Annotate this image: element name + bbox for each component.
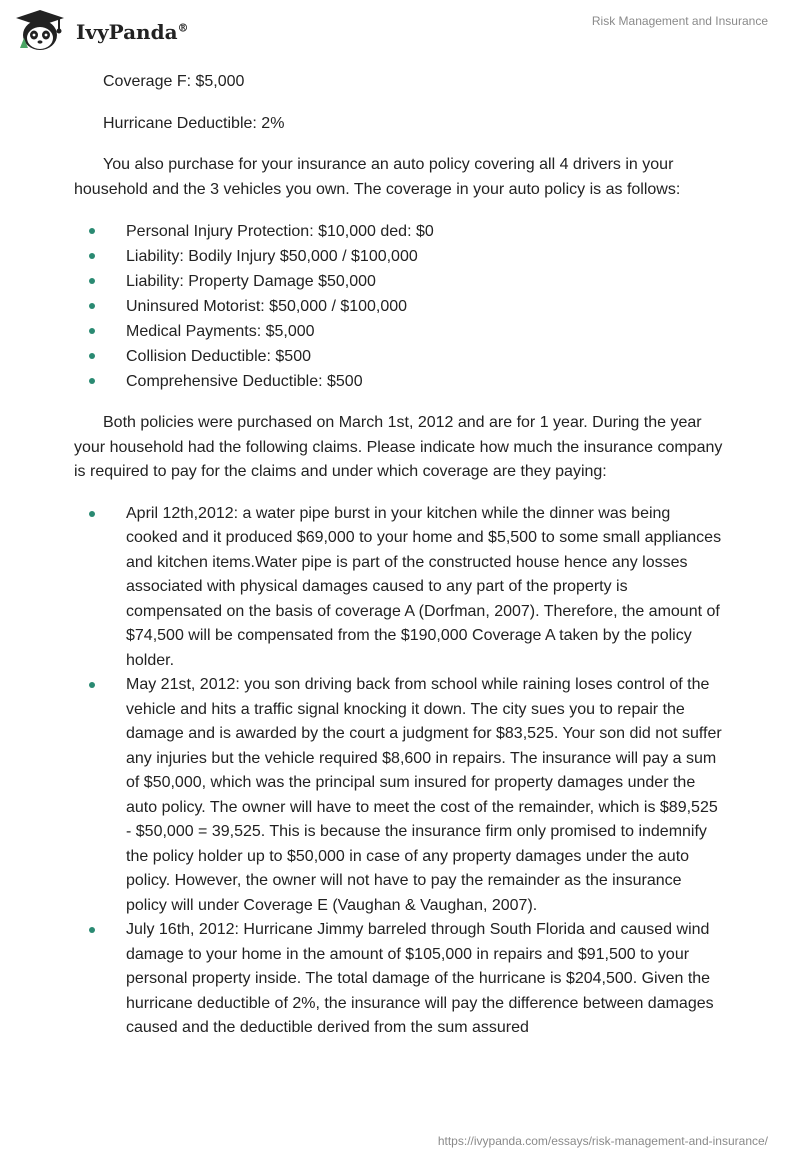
list-item: Uninsured Motorist: $50,000 / $100,000	[74, 294, 724, 319]
bullet-icon	[89, 303, 95, 309]
bullet-icon	[89, 927, 95, 933]
list-item: Comprehensive Deductible: $500	[74, 369, 724, 394]
panda-graduate-icon	[14, 8, 66, 52]
bullet-icon	[89, 511, 95, 517]
bullet-icon	[89, 278, 95, 284]
bullet-icon	[89, 378, 95, 384]
list-item: Collision Deductible: $500	[74, 344, 724, 369]
bullet-icon	[89, 228, 95, 234]
list-item: Medical Payments: $5,000	[74, 319, 724, 344]
hurricane-deductible-line: Hurricane Deductible: 2%	[103, 114, 285, 132]
list-item: Liability: Bodily Injury $50,000 / $100,000	[74, 244, 724, 269]
list-item: Liability: Property Damage $50,000	[74, 269, 724, 294]
coverage-f-line: Coverage F: $5,000	[103, 73, 245, 90]
list-item: May 21st, 2012: you son driving back from school while raining loses control of the vehicle and hits a traffic signal knocking it down. The city sues you to repair the damage and is awarded by the court a judgment for $83,525. Your son did not suffer any injuries but the vehicle required $8,600 in repairs. The insurance will pay a sum of $50,000, which was the principal sum insured for property damages under the auto policy. The owner will have to meet the cost of the remainder, which is $89,525 - $50,000 = 39,525. This is because the insurance firm only promised to indemnify the policy holder up to $50,000 in case of any property damages under the auto policy. However, the owner will not have to pay the remainder as the insurance policy will under Coverage E (Vaughan & Vaughan, 2007).	[74, 673, 724, 918]
bullet-icon	[89, 328, 95, 334]
ivypanda-logo[interactable]	[14, 8, 204, 54]
claims-list	[74, 502, 724, 1041]
bullet-icon	[89, 682, 95, 688]
page-header	[0, 0, 800, 60]
source-url[interactable]: https://ivypanda.com/essays/risk-management-and-insurance/	[437, 1134, 768, 1148]
brand-name: IvyPanda®	[76, 20, 189, 44]
bullet-icon	[89, 253, 95, 259]
bullet-icon	[89, 353, 95, 359]
auto-coverage-list	[74, 219, 724, 394]
list-item: Personal Injury Protection: $10,000 ded: $0	[74, 219, 724, 244]
claims-intro: Both policies were purchased on March 1st, 2012 and are for 1 year. During the year your household had the following claims. Please indicate how much the insurance company is required to pay for the claims and under which coverage are they paying:	[74, 414, 723, 480]
document-title: Risk Management and Insurance	[591, 14, 768, 28]
list-item: April 12th,2012: a water pipe burst in your kitchen while the dinner was being cooked and it produced $69,000 to your home and $5,500 to some small appliances and kitchen items.Water pipe is part of the constructed house hence any losses associated with physical damages caused to any part of the property is compensated on the basis of coverage A (Dorfman, 2007). Therefore, the amount of $74,500 will be compensated from the $190,000 Coverage A taken by the policy holder.	[74, 502, 724, 674]
list-item: July 16th, 2012: Hurricane Jimmy barreled through South Florida and caused wind damage to your home in the amount of $105,000 in repairs and $91,500 to your personal property inside. The total damage of the hurricane is $204,500. Given the hurricane deductible of 2%, the insurance will pay the difference between damages caused and the deductible derived from the sum assured	[74, 918, 724, 1041]
essay-body	[74, 70, 724, 1041]
auto-policy-intro: You also purchase for your insurance an auto policy covering all 4 drivers in your household and the 3 vehicles you own. The coverage in your auto policy is as follows:	[74, 156, 681, 198]
